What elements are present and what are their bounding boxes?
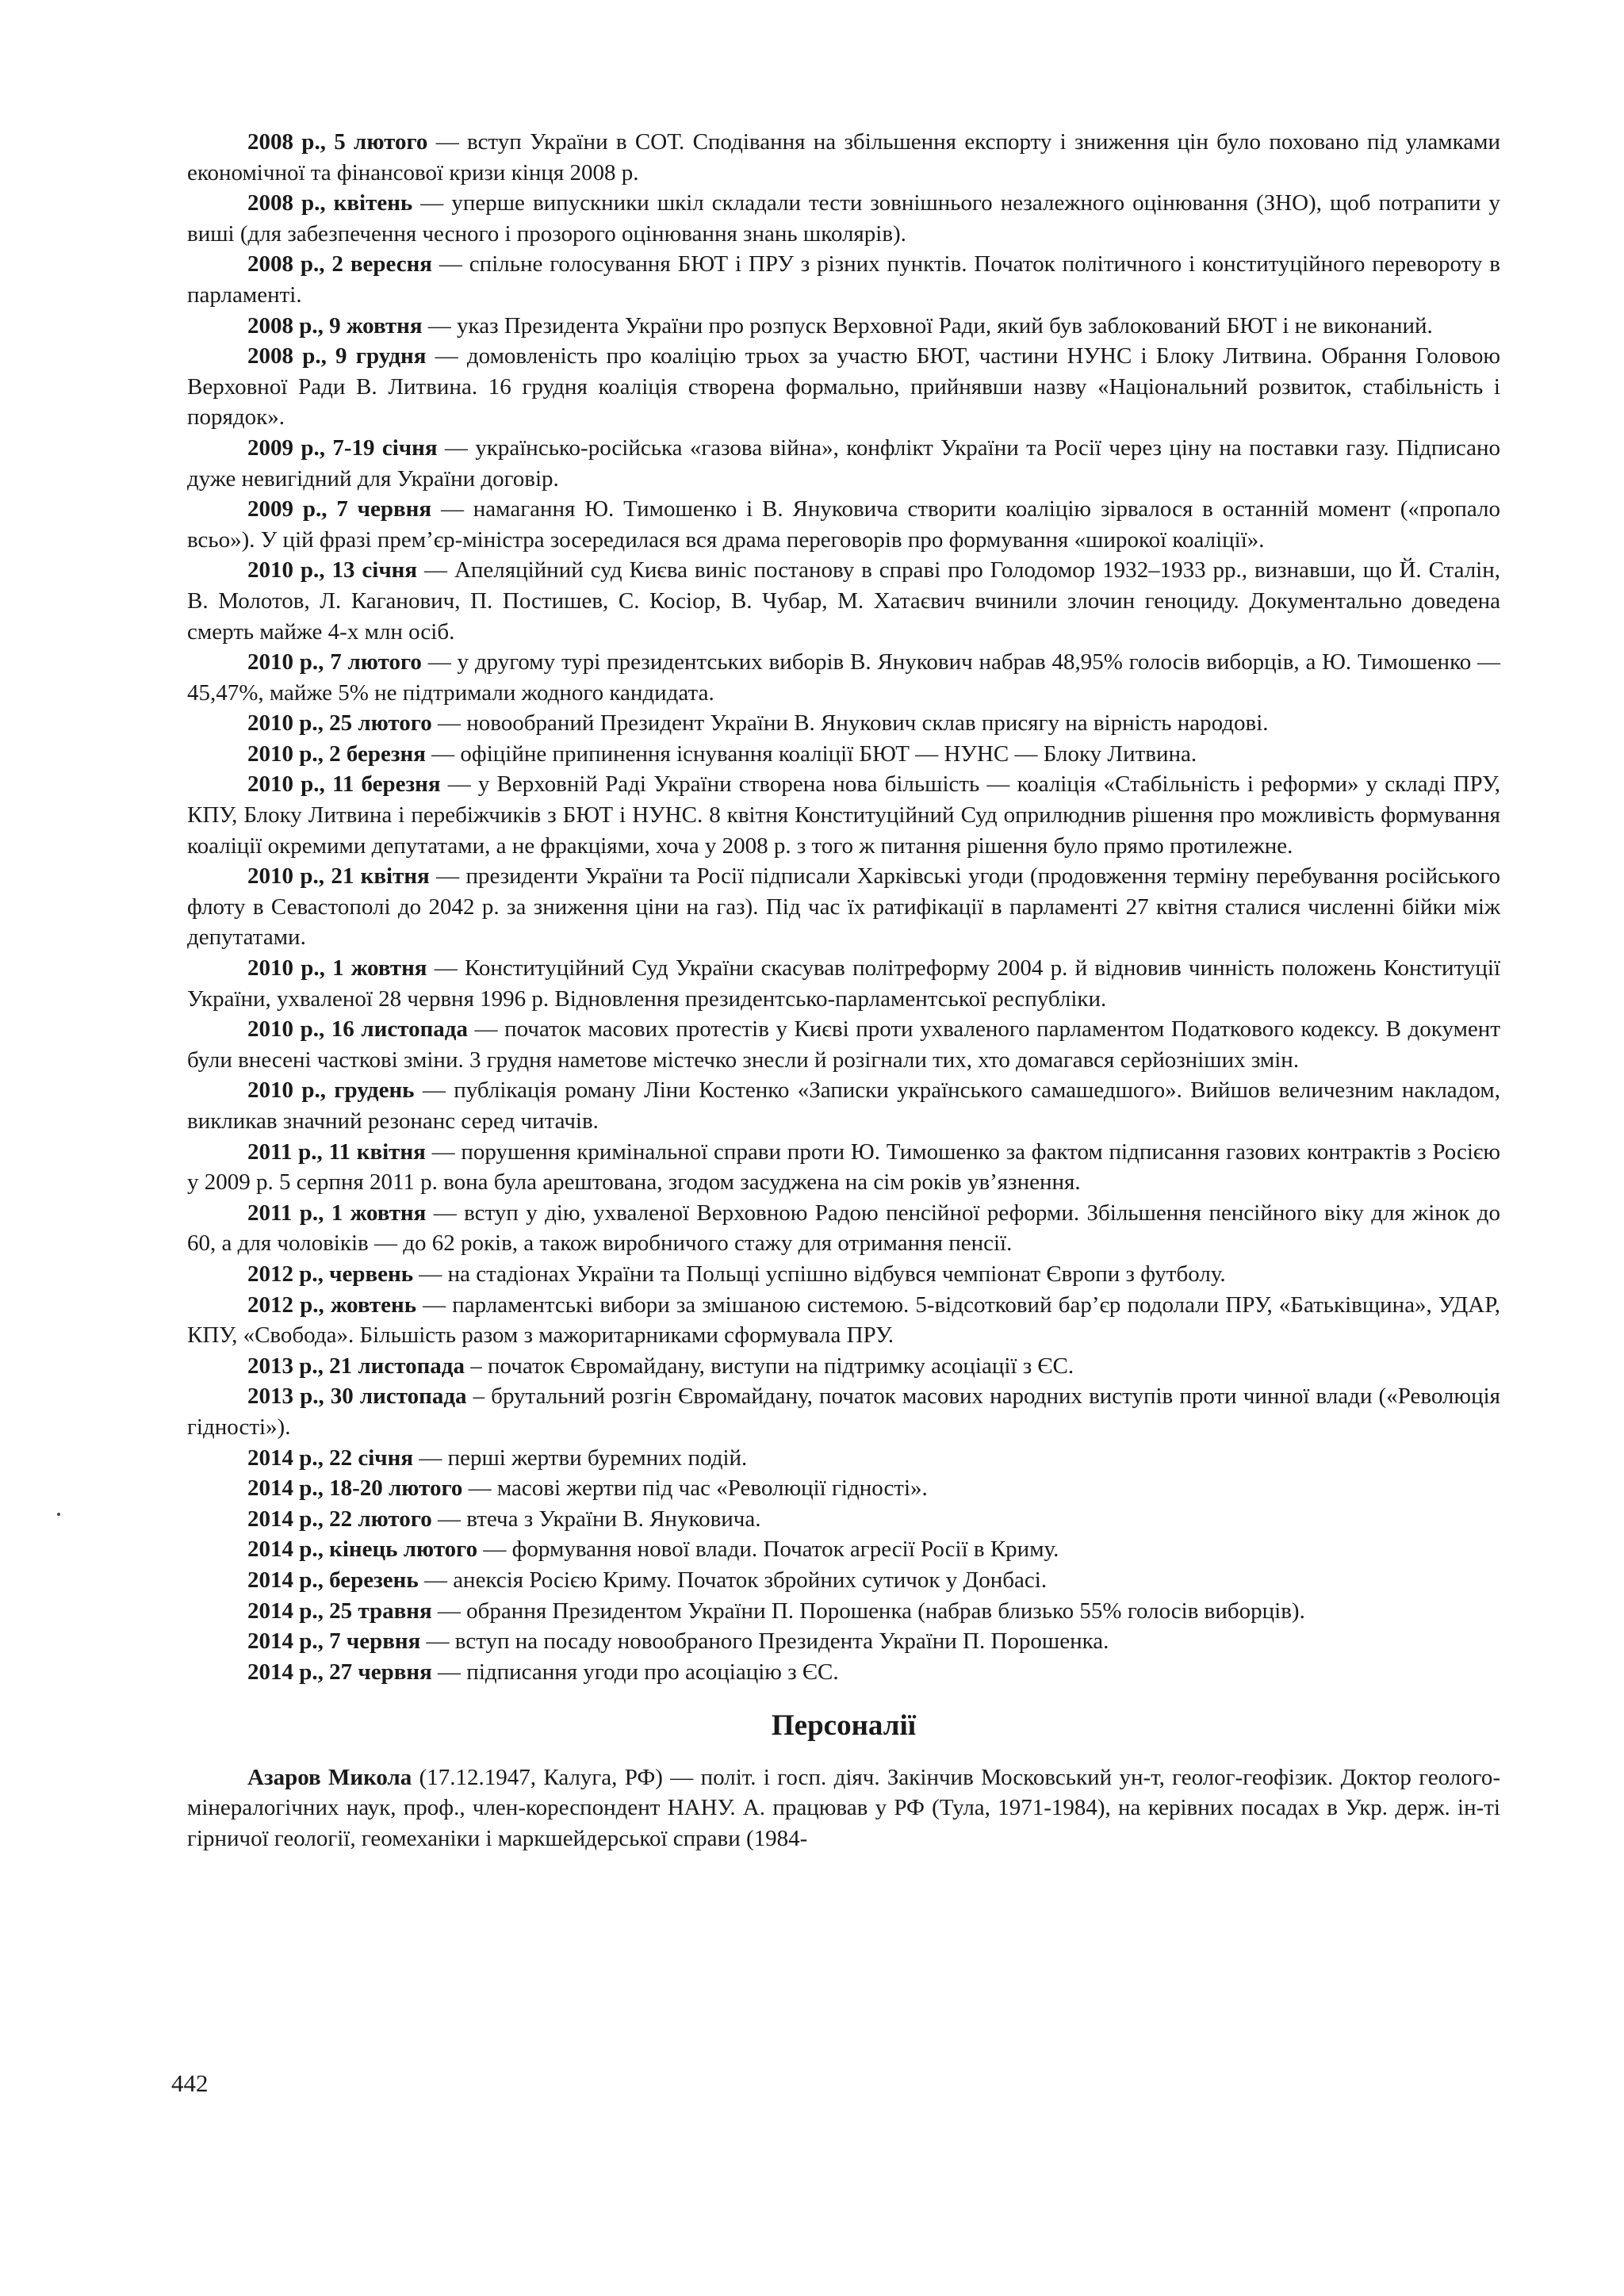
entry-date: 2010 р., грудень [247, 1077, 415, 1104]
chronology-entry [187, 311, 1500, 342]
entry-date: 2014 р., березень [247, 1567, 419, 1593]
entry-date: 2010 р., 25 лютого [247, 710, 432, 737]
entry-text: — указ Президента України про розпуск Верховної Ради, який був заблокований БЮТ і не виконаний. [422, 312, 1433, 339]
chronology-entry [187, 494, 1500, 555]
page-number: 442 [171, 2069, 209, 2097]
entry-text: — масові жертви під час «Революції гідності». [462, 1475, 928, 1502]
entry-date: 2010 р., 7 лютого [247, 649, 422, 675]
entry-date: 2010 р., 1 жовтня [247, 955, 427, 982]
entry-text: — Конституційний Суд України скасував політреформу 2004 р. й відновив чинність положень Конституції України, ухваленої 28 червня 1996 р. Відновлення президентсько-парламентської республіки. [187, 955, 1500, 1012]
entry-text: — офіційне припинення існування коаліції БЮТ — НУНС — Блоку Литвина. [425, 740, 1197, 767]
chronology-entry [187, 1381, 1500, 1442]
chronology-entry [187, 1290, 1500, 1351]
entry-text: – брутальний розгін Євромайдану, початок масових народних виступів проти чинної влади («Революція гідності»). [187, 1383, 1500, 1440]
entry-date: 2012 р., жовтень [247, 1292, 417, 1318]
entry-text: — порушення кримінальної справи проти Ю. Тимошенко за фактом підписання газових контрактів з Росією у 2009 р. 5 серпня 2011 р. вона була арештована, згодом засуджена на сім років ув’язнення. [187, 1138, 1501, 1196]
chronology-entry [187, 647, 1500, 708]
scan-speck [57, 1513, 60, 1516]
person-name: Азаров Микола [247, 1764, 412, 1790]
entry-text: — намагання Ю. Тимошенко і В. Януковича створити коаліцію зірвалося в останній момент («пропало всьо»). У цій фразі прем’єр-міністра зосередилася вся драма переговорів про формування «широкої коаліції». [187, 496, 1500, 553]
entry-date: 2008 р., 9 грудня [247, 343, 427, 369]
entry-text: — анексія Росією Криму. Початок збройних сутичок у Донбасі. [418, 1567, 1048, 1593]
entry-text: — уперше випускники шкіл складали тести зовнішнього незалежного оцінювання (ЗНО), щоб потрапити у виші (для забезпечення чесного і прозорого оцінювання знань школярів). [187, 190, 1500, 247]
entry-date: 2009 р., 7 червня [247, 496, 432, 522]
entry-date: 2008 р., 9 жовтня [247, 312, 423, 339]
chronology-entry [187, 1075, 1500, 1136]
entry-text: — формування нової влади. Початок агресії Росії в Криму. [477, 1536, 1059, 1563]
entry-date: 2014 р., кінець лютого [247, 1536, 478, 1563]
entry-date: 2010 р., 16 листопада [247, 1016, 468, 1043]
entry-text: — новообраний Президент України В. Янукович склав присягу на вірність народові. [431, 710, 1269, 737]
chronology-entry [187, 127, 1500, 188]
entry-date: 2014 р., 22 лютого [247, 1506, 432, 1532]
entry-date: 2008 р., квітень [247, 190, 413, 216]
entry-date: 2014 р., 27 червня [247, 1659, 432, 1685]
entry-text: — українсько-російська «газова війна», конфлікт України та Росії через ціну на поставки газу. Підписано дуже невигідний для України договір. [187, 434, 1500, 492]
entry-date: 2010 р., 11 березня [247, 771, 441, 798]
entry-date: 2014 р., 18-20 лютого [247, 1475, 463, 1502]
chronology-entry [187, 1259, 1500, 1290]
entry-date: 2011 р., 1 жовтня [247, 1200, 427, 1226]
section-heading: Персоналії [771, 1709, 917, 1743]
chronology-entry [187, 861, 1500, 953]
entry-text: — підписання угоди про асоціацію з ЄС. [431, 1659, 839, 1685]
chronology-entry [187, 1473, 1500, 1504]
entry-text: — вступ у дію, ухваленої Верховною Радою пенсійної реформи. Збільшення пенсійного віку для жінок до 60, а для чоловіків — до 62 років, а також виробничого стажу для отримання пенсії. [187, 1200, 1500, 1257]
entry-text: — домовленість про коаліцію трьох за участю БЮТ, частини НУНС і Блоку Литвина. Обрання Головою Верховної Ради В. Литвина. 16 грудня коаліція створена формально, прийнявши назву «Національний розвиток, стабільність і порядок». [187, 343, 1500, 430]
entry-date: 2009 р., 7-19 січня [247, 434, 438, 461]
chronology-entry [187, 341, 1500, 433]
entry-date: 2008 р., 5 лютого [247, 129, 428, 155]
entry-text: — парламентські вибори за змішаною системою. 5-відсотковий бар’єр подолали ПРУ, «Батьківщина», УДАР, КПУ, «Свобода». Більшість разом з мажоритарниками сформувала ПРУ. [187, 1292, 1501, 1349]
entry-date: 2014 р., 25 травня [247, 1598, 432, 1624]
entry-text: — обрання Президентом України П. Порошенка (набрав близько 55% голосів виборців). [431, 1598, 1305, 1624]
entry-date: 2013 р., 21 листопада [247, 1353, 465, 1379]
chronology-entry [187, 249, 1500, 310]
entry-date: 2010 р., 13 січня [247, 557, 418, 584]
chronology-entry [187, 1534, 1500, 1565]
chronology-entry [187, 769, 1500, 861]
entry-text: – початок Євромайдану, виступи на підтримку асоціації з ЄС. [464, 1353, 1074, 1379]
chronology-entry [187, 1137, 1500, 1198]
chronology-entry [187, 1657, 1500, 1688]
chronology-entry [187, 555, 1500, 647]
chronology-list [187, 127, 1500, 1687]
entry-date: 2014 р., 22 січня [247, 1445, 414, 1471]
entry-date: 2011 р., 11 квітня [247, 1138, 426, 1165]
chronology-entry [187, 1198, 1500, 1259]
chronology-entry [187, 1504, 1500, 1535]
chronology-entry [187, 1596, 1500, 1627]
page-text [187, 127, 1500, 1854]
entry-date: 2010 р., 2 березня [247, 740, 426, 767]
entry-text: — втеча з України В. Януковича. [431, 1506, 761, 1532]
entry-text: — початок масових протестів у Києві проти ухваленого парламентом Податкового кодексу. В документ були внесені часткові зміни. 3 грудня наметове містечко знесли й розігнали тих, хто домагався серйозніших змін. [187, 1016, 1500, 1073]
chronology-entry [187, 1351, 1500, 1382]
entry-date: 2013 р., 30 листопада [247, 1383, 467, 1410]
chronology-entry [187, 1443, 1500, 1474]
entry-text: — Апеляційний суд Києва виніс постанову в справі про Голодомор 1932–1933 рр., визнавши, що Й. Сталін, В. Молотов, Л. Каганович, П. Постишев, С. Косіор, В. Чубар, М. Хатаєвич вчинили злочин геноциду. Документально доведена смерть майже 4-х млн осіб. [187, 557, 1501, 645]
person-text: (17.12.1947, Калуга, РФ) — політ. і госп. діяч. Закінчив Московський ун-т, геолог-геофізик. Доктор геолого-мінералогічних наук, проф., член-кореспондент НАНУ. А. працював у РФ (Тула, 1971-1984), на керівних посадах в Укр. держ. ін-ті гірничої геології, геомеханіки і маркшейдерської справи (1984- [187, 1764, 1500, 1852]
chronology-entry [187, 1565, 1500, 1596]
entry-text: — вступ на посаду новообраного Президента України П. Порошенка. [420, 1628, 1109, 1655]
entry-text: — у Верховній Раді України створена нова більшість — коаліція «Стабільність і реформи» у складі ПРУ, КПУ, Блоку Литвина і перебіжчиків з БЮТ і НУНС. 8 квітня Конституційний Суд оприлюднив рішення про можливість формування коаліції окремими депутатами, а не фракціями, хоча у 2008 р. з того ж питання рішення було прямо протилежне. [187, 771, 1500, 859]
chronology-entry [187, 433, 1500, 494]
chronology-entry [187, 708, 1500, 739]
entry-date: 2014 р., 7 червня [247, 1628, 421, 1655]
entry-text: — у другому турі президентських виборів В. Янукович набрав 48,95% голосів виборців, а Ю. Тимошенко — 45,47%, майже 5% не підтримали жодного кандидата. [187, 649, 1500, 706]
entry-text: — спільне голосування БЮТ і ПРУ з різних пунктів. Початок політичного і конституційного перевороту в парламенті. [187, 251, 1500, 308]
entry-text: — вступ України в СОТ. Сподівання на збільшення експорту і зниження цін було поховано під уламками економічної та фінансової кризи кінця 2008 р. [187, 129, 1500, 186]
entry-date: 2008 р., 2 вересня [247, 251, 432, 277]
chronology-entry [187, 953, 1500, 1014]
chronology-entry [187, 739, 1500, 770]
entry-text: — перші жертви буремних подій. [413, 1445, 748, 1471]
entry-date: 2012 р., червень [247, 1261, 414, 1287]
chronology-entry [187, 188, 1500, 249]
chronology-entry [187, 1626, 1500, 1657]
entry-text: — публікація роману Ліни Костенко «Записки українського самашедшого». Вийшов величезним накладом, викликав значний резонанс серед читачів. [187, 1077, 1500, 1134]
chronology-entry [187, 1014, 1500, 1075]
person-entry [187, 1762, 1500, 1854]
entry-text: — на стадіонах України та Польщі успішно відбувся чемпіонат Європи з футболу. [413, 1261, 1226, 1287]
entry-date: 2010 р., 21 квітня [247, 863, 430, 890]
entry-text: — президенти України та Росії підписали Харківські угоди (продовження терміну перебування російського флоту в Севастополі до 2042 р. за зниження ціни на газ). Під час їх ратифікації в парламенті 27 квітня сталися численні бійки між депутатами. [187, 863, 1500, 951]
